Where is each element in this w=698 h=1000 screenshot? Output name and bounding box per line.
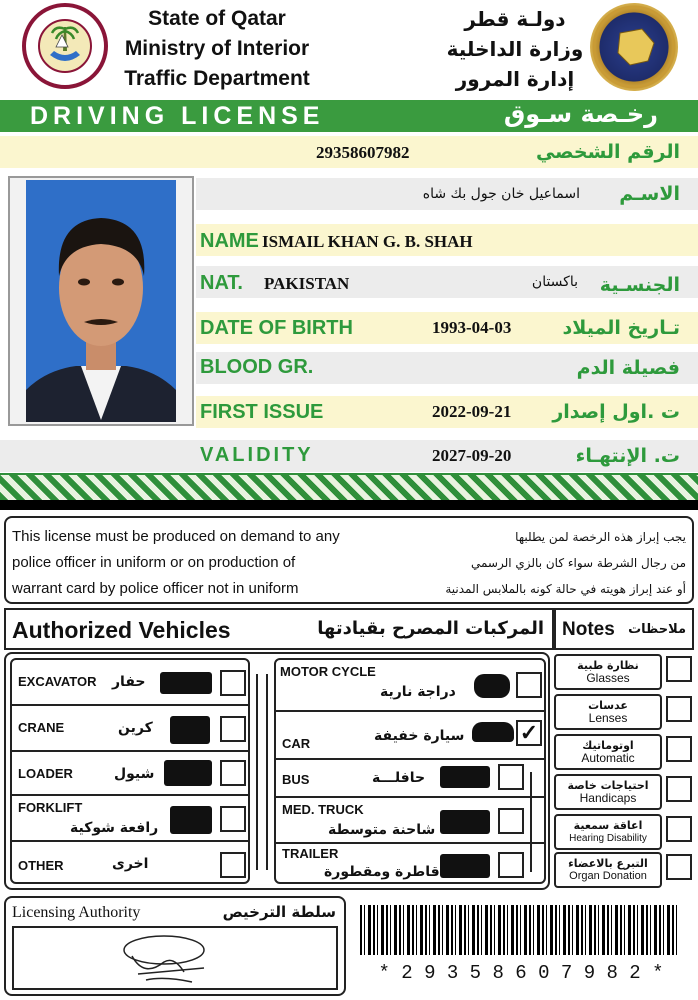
vehicle-trailer-label-ar: قاطرة ومقطورة [324, 864, 440, 880]
medtruck-checkbox[interactable] [498, 808, 524, 834]
notice-ar [445, 524, 686, 602]
first-issue-value: 2022-09-21 [432, 402, 512, 421]
header-en-line-department: Traffic Department [124, 67, 310, 90]
vehicle-car-label-ar: سيارة خفيفة [374, 728, 465, 744]
personal-id-label-ar: الرقم الشخصي [535, 141, 680, 163]
vehicle-motorcycle-label: MOTOR CYCLE [280, 664, 376, 679]
notice-en-line: This license must be produced on demand to any [12, 528, 340, 545]
note-lenses-en: Lenses [588, 711, 628, 725]
header-en-line-ministry: Ministry of Interior [124, 37, 310, 60]
ministry-seal-logo [22, 3, 108, 89]
note-hearing [554, 814, 662, 850]
notice-en-line: police officer in uniform or on production of [12, 554, 296, 571]
authority-box [4, 896, 346, 996]
header-en-line-state: State of Qatar [148, 7, 286, 30]
name-value: ISMAIL KHAN G. B. SHAH [262, 232, 473, 251]
vehicle-motorcycle-label-ar: دراجة نارية [380, 684, 456, 700]
notice-ar-line: يجب إبراز هذه الرخصة لمن يطلبها [515, 530, 686, 544]
note-handicaps-en: Handicaps [579, 791, 637, 805]
authority-label-en: Licensing Authority [12, 904, 141, 921]
note-glasses-ar: نظارة طبية [577, 659, 639, 672]
column-bracket [256, 674, 268, 870]
first-issue-label: FIRST ISSUE [200, 401, 324, 423]
note-organ-ar: التبرع بالاعضاء [568, 857, 648, 870]
vehicle-forklift-label-ar: رافعة شوكية [70, 820, 159, 836]
notice-box [4, 516, 694, 604]
note-glasses-en: Glasses [586, 671, 630, 685]
vehicles-header [4, 608, 554, 650]
name-label: NAME [200, 230, 259, 252]
blood-group-label: BLOOD GR. [200, 356, 314, 378]
vehicle-bus-label-ar: حافلـــة [372, 770, 426, 786]
signature-scribble-icon [14, 928, 336, 988]
validity-label: VALIDITY [200, 444, 314, 466]
vehicles-title-ar: المركبات المصرح بقيادتها [317, 618, 544, 639]
blood-group-label-ar: فصيلة الدم [576, 357, 680, 379]
bus-icon [440, 766, 490, 788]
header-ar-line-department: إدارة المرور [455, 67, 575, 91]
vehicle-loader-label-ar: شيول [114, 766, 155, 782]
vehicle-excavator-label: EXCAVATOR [18, 674, 97, 689]
vehicles-left-column [10, 658, 250, 884]
note-handicaps-ar: احتياجات خاصة [567, 779, 649, 792]
note-automatic-ar: اوتوماتيك [582, 739, 634, 752]
vehicle-crane-label-ar: كرين [118, 720, 153, 736]
note-handicaps [554, 774, 662, 810]
vehicle-car-label: CAR [282, 736, 311, 751]
dob-label: DATE OF BIRTH [200, 317, 353, 339]
vehicle-loader-label: LOADER [18, 766, 73, 781]
vehicles-right-column [274, 658, 546, 884]
dob-label-ar: تـاريخ الميلاد [562, 317, 680, 339]
notice-ar-line: من رجال الشرطة سواء كان بالزي الرسمي [470, 556, 686, 570]
vehicle-forklift-label: FORKLIFT [18, 800, 83, 815]
organ-donation-checkbox[interactable] [666, 854, 692, 880]
notes-title-en: Notes [562, 619, 615, 640]
note-hearing-en: Hearing Disability [569, 833, 647, 844]
medium-truck-icon [440, 810, 490, 834]
bus-checkbox[interactable] [498, 764, 524, 790]
signature-box [12, 926, 338, 990]
dob-value: 1993-04-03 [432, 318, 512, 337]
vehicles-box [4, 652, 550, 890]
name-ar-value: اسماعيل خان جول بك شاه [422, 186, 580, 202]
note-lenses-ar: عدسات [588, 699, 628, 712]
notes-column [554, 652, 694, 890]
validity-label-ar: ت. الإنتهـاء [575, 445, 680, 467]
heavy-bracket [530, 772, 540, 872]
loader-checkbox[interactable] [220, 760, 246, 786]
header-arabic [430, 4, 600, 94]
validity-value: 2027-09-20 [432, 446, 512, 465]
nationality-label: NAT. [200, 272, 243, 294]
trailer-checkbox[interactable] [498, 852, 524, 878]
crane-icon [170, 716, 210, 744]
handicaps-checkbox[interactable] [666, 776, 692, 802]
hearing-checkbox[interactable] [666, 816, 692, 842]
loader-icon [164, 760, 212, 786]
vehicle-bus-label: BUS [282, 772, 310, 787]
license-title-en: DRIVING LICENSE [30, 102, 325, 130]
holder-photo [8, 176, 194, 426]
note-glasses [554, 654, 662, 690]
vehicle-other-label: OTHER [18, 858, 64, 873]
vehicles-title-en: Authorized Vehicles [12, 617, 231, 643]
barcode [360, 905, 680, 955]
note-organ-en: Organ Donation [569, 870, 647, 882]
excavator-icon [160, 672, 212, 694]
vehicle-other-label-ar: اخرى [112, 856, 149, 872]
header-ar-line-ministry: وزارة الداخلية [446, 37, 584, 61]
header-ar-line-state: دولـة قطر [464, 7, 566, 31]
barcode-text: * 2 9 3 5 8 6 0 7 9 8 2 * [378, 962, 664, 984]
authority-label-ar: سلطة الترخيص [222, 903, 336, 921]
gcc-emblem-logo [590, 3, 678, 91]
vehicle-medtruck-label: MED. TRUCK [282, 802, 364, 817]
nationality-value: PAKISTAN [264, 274, 350, 293]
other-checkbox[interactable] [220, 852, 246, 878]
notes-title-ar: ملاحظات [628, 622, 686, 637]
security-pattern-strip [0, 473, 698, 500]
note-automatic [554, 734, 662, 770]
title-band [0, 100, 698, 132]
notes-header [554, 608, 694, 650]
excavator-checkbox[interactable] [220, 670, 246, 696]
name-ar-label: الاسـم [619, 183, 680, 205]
header-english [112, 4, 322, 94]
notice-en-line: warrant card by police officer not in uniform [12, 580, 299, 597]
note-automatic-en: Automatic [581, 751, 635, 765]
personal-id-value: 29358607982 [316, 143, 410, 162]
motorcycle-checkbox[interactable] [516, 672, 542, 698]
license-title-ar: رخـصة سـوق [503, 100, 658, 128]
motorcycle-icon [474, 674, 510, 698]
vehicle-excavator-label-ar: حفار [112, 674, 146, 690]
lenses-checkbox[interactable] [666, 696, 692, 722]
crane-checkbox[interactable] [220, 716, 246, 742]
card-divider [0, 500, 698, 510]
nationality-value-ar: باكستان [531, 274, 578, 290]
vehicle-medtruck-label-ar: شاحنة متوسطة [328, 822, 436, 838]
car-icon [472, 722, 514, 742]
notice-en [12, 524, 340, 602]
vehicle-trailer-label: TRAILER [282, 846, 339, 861]
forklift-icon [170, 806, 212, 834]
note-organ-donation [554, 852, 662, 888]
first-issue-label-ar: ت .اول إصدار [552, 401, 680, 423]
trailer-icon [440, 854, 490, 878]
nationality-label-ar: الجنسـية [599, 274, 680, 296]
vehicle-crane-label: CRANE [18, 720, 65, 735]
note-lenses [554, 694, 662, 730]
glasses-checkbox[interactable] [666, 656, 692, 682]
note-hearing-ar: اعاقة سمعية [573, 819, 643, 832]
notice-ar-line: أو عند إبراز هويته في حالة كونه بالملابس المدنية [445, 582, 686, 596]
automatic-checkbox[interactable] [666, 736, 692, 762]
car-checkbox[interactable]: ✓ [516, 720, 542, 746]
forklift-checkbox[interactable] [220, 806, 246, 832]
